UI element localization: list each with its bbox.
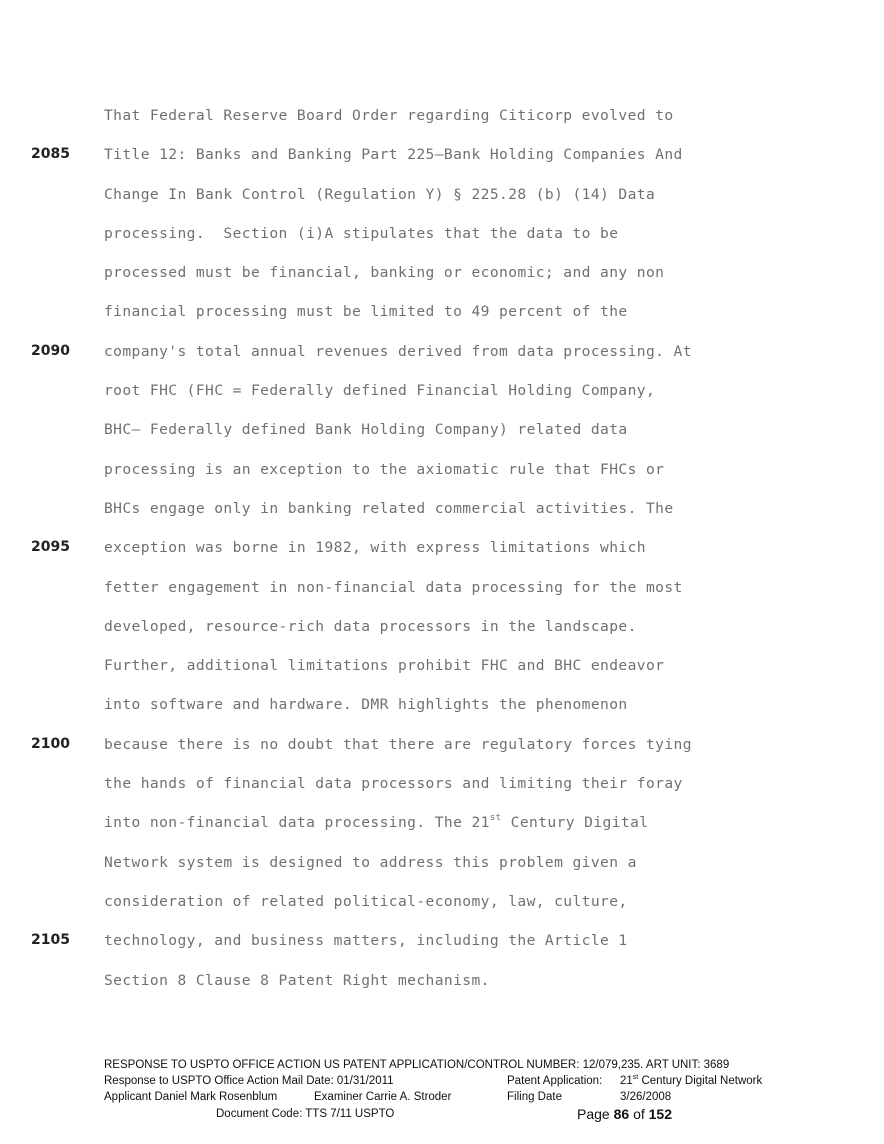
line-text: BHCs engage only in banking related commercial activities. The	[104, 499, 674, 517]
footer-filing-date-label: Filing Date	[507, 1091, 562, 1103]
line-number: 2085	[31, 146, 70, 163]
text-line	[0, 450, 884, 489]
line-text: Further, additional limitations prohibit FHC and BHC endeavor	[104, 657, 665, 675]
line-text: processed must be financial, banking or economic; and any non	[104, 264, 665, 282]
line-text: BHC— Federally defined Bank Holding Company) related data	[104, 421, 628, 439]
text-line	[0, 371, 884, 410]
text-line	[0, 410, 884, 449]
footer-document-code: Document Code: TTS 7/11 USPTO	[216, 1108, 395, 1120]
text-line	[0, 607, 884, 646]
document-body	[0, 96, 884, 1000]
footer-filing-date: 3/26/2008	[620, 1091, 672, 1103]
text-line	[0, 489, 884, 528]
text-line	[0, 764, 884, 803]
footer-patent-application-label: Patent Application:	[507, 1075, 603, 1087]
line-text: the hands of financial data processors and limiting their foray	[104, 775, 683, 793]
text-line	[0, 332, 884, 371]
text-line	[0, 961, 884, 1000]
line-text: into software and hardware. DMR highlights the phenomenon	[104, 696, 628, 714]
line-number: 2105	[31, 932, 70, 949]
text-line	[0, 646, 884, 685]
footer-line-2	[104, 1073, 804, 1089]
line-text: processing is an exception to the axiomatic rule that FHCs or	[104, 460, 665, 478]
footer-applicant: Applicant Daniel Mark Rosenblum	[104, 1091, 278, 1103]
line-text: exception was borne in 1982, with express limitations which	[104, 539, 646, 557]
text-line	[0, 253, 884, 292]
text-line	[0, 685, 884, 724]
line-text: consideration of related political-economy, law, culture,	[104, 892, 628, 910]
line-text: Network system is designed to address this problem given a	[104, 853, 637, 871]
line-text: fetter engagement in non-financial data processing for the most	[104, 578, 683, 596]
footer-line-3	[104, 1089, 804, 1105]
text-line	[0, 803, 884, 842]
text-line	[0, 528, 884, 567]
footer-examiner: Examiner Carrie A. Stroder	[314, 1091, 452, 1103]
line-text: That Federal Reserve Board Order regarding Citicorp evolved to	[104, 107, 674, 124]
line-text: company's total annual revenues derived from data processing. At	[104, 342, 692, 360]
text-line	[0, 214, 884, 253]
line-number: 2090	[31, 342, 70, 359]
line-text: root FHC (FHC = Federally defined Financial Holding Company,	[104, 382, 656, 400]
text-line	[0, 882, 884, 921]
line-text: Title 12: Banks and Banking Part 225—Bank Holding Companies And	[104, 146, 683, 164]
text-line	[0, 921, 884, 960]
line-number: 2095	[31, 539, 70, 556]
line-text: technology, and business matters, including the Article 1	[104, 932, 628, 950]
text-line	[0, 292, 884, 331]
line-text: Section 8 Clause 8 Patent Right mechanism.	[104, 971, 490, 989]
footer-line-4	[104, 1105, 804, 1123]
line-text: processing. Section (i)A stipulates that the data to be	[104, 224, 619, 242]
line-text: financial processing must be limited to 49 percent of the	[104, 303, 628, 321]
text-line	[0, 843, 884, 882]
text-line	[0, 568, 884, 607]
footer-line-1	[104, 1057, 804, 1073]
line-text: because there is no doubt that there are regulatory forces tying	[104, 735, 692, 753]
footer-mail-date: Response to USPTO Office Action Mail Date: 01/31/2011	[104, 1075, 394, 1087]
text-line	[0, 135, 884, 174]
text-line	[0, 175, 884, 214]
document-footer	[104, 1057, 804, 1123]
line-number: 2100	[31, 735, 70, 752]
footer-control-number: RESPONSE TO USPTO OFFICE ACTION US PATENT APPLICATION/CONTROL NUMBER: 12/079,235. ART UNIT: 3689	[104, 1059, 730, 1071]
text-line	[0, 96, 884, 135]
line-text: into non-financial data processing. The 21st Century Digital	[104, 813, 649, 832]
line-text: Change In Bank Control (Regulation Y) § 225.28 (b) (14) Data	[104, 185, 656, 203]
footer-patent-application-title: 21st Century Digital Network	[620, 1074, 763, 1087]
text-line	[0, 725, 884, 764]
page-number: Page 86 of 152	[577, 1106, 672, 1122]
line-text: developed, resource-rich data processors in the landscape.	[104, 617, 637, 635]
